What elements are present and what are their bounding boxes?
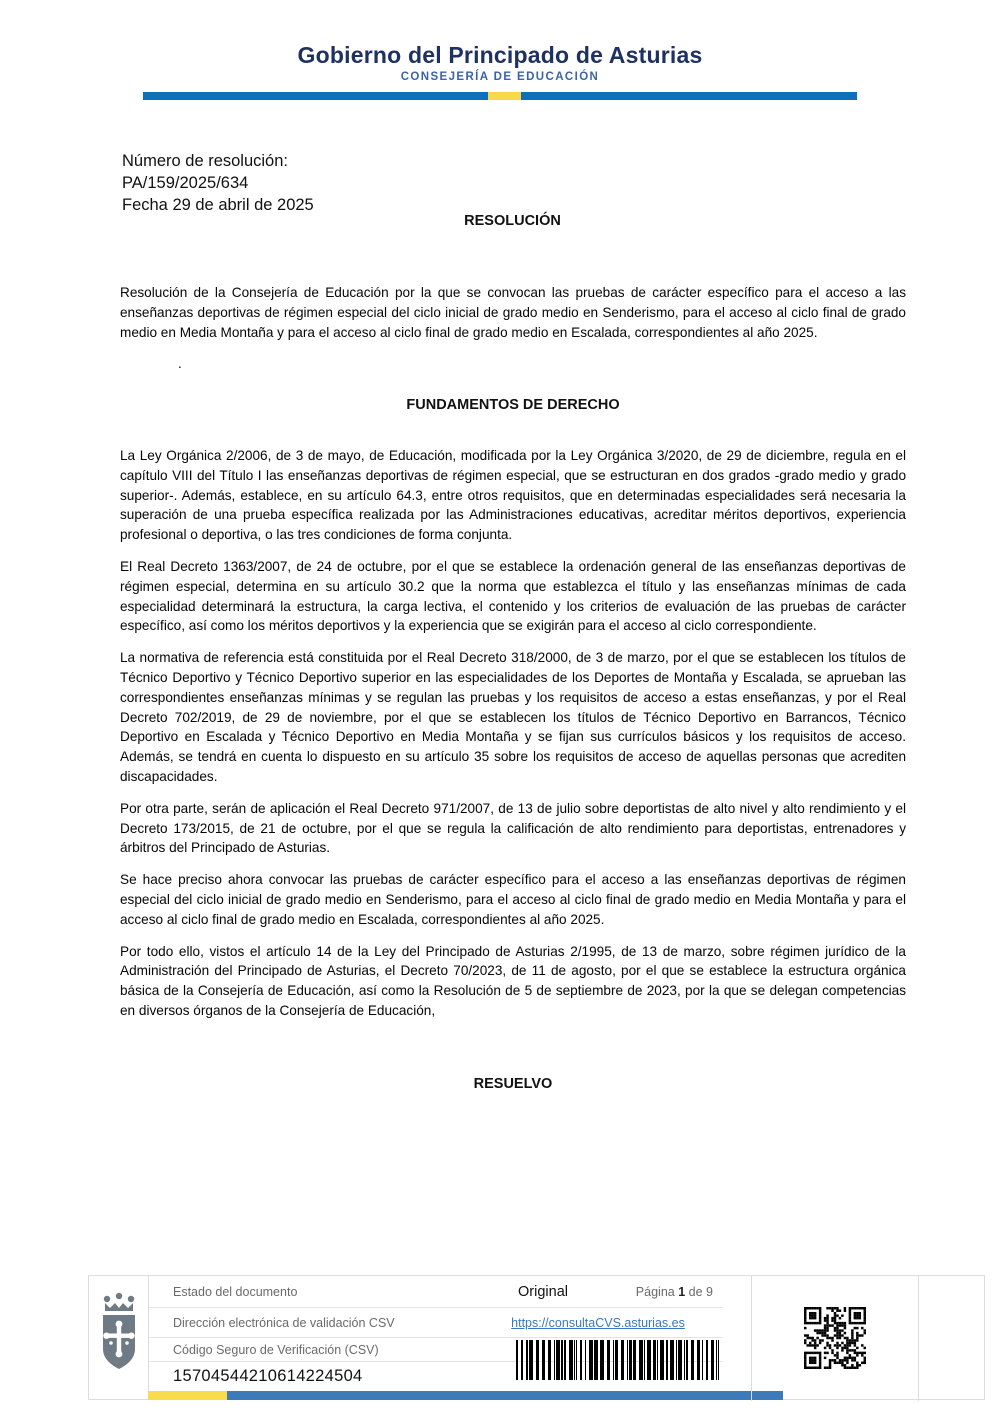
gov-title: Gobierno del Principado de Asturias <box>297 42 703 68</box>
asturias-crest-icon <box>97 1291 141 1377</box>
page-number: 1 <box>678 1284 686 1299</box>
csv-code-value: 15704544210614224504 <box>173 1367 363 1385</box>
stray-dot: . <box>178 356 182 372</box>
table-row <box>149 1362 723 1391</box>
gov-subtitle: CONSEJERÍA DE EDUCACIÓN <box>400 71 600 83</box>
body-paragraph: Por otra parte, serán de aplicación el Real Decreto 971/2007, de 13 de julio sobre deportistas de alto nivel y alto rendimiento y el Decreto 173/2015, de 21 de octubre, por el que se regula la calificación de alto rendimiento para deportistas, entrenadores y árbitros del Principado de Asturias. <box>120 800 906 856</box>
crest-cell <box>89 1276 149 1391</box>
resolution-meta <box>122 150 314 216</box>
csv-qr-code <box>804 1307 866 1369</box>
body-paragraph: El Real Decreto 1363/2007, de 24 de octubre, por el que se establece la ordenación general de las enseñanzas deportivas de régimen especial, determina en su artículo 30.2 que la norma que establezca el título y las enseñanzas mínimas de cada especialidad determinará la estructura, la carga lectiva, el contenido y los criterios de evaluación de las pruebas de carácter específico, así como los méritos deportivos y la experiencia que se exigirán para el acceso al ciclo correspondiente. <box>120 558 906 634</box>
document-header <box>0 0 1000 83</box>
resolution-number: PA/159/2025/634 <box>122 174 249 192</box>
table-row <box>149 1308 723 1338</box>
footer-accent-bar-yellow <box>148 1391 227 1400</box>
estado-value: Original <box>518 1283 568 1300</box>
table-row <box>149 1276 723 1308</box>
validation-footer <box>88 1275 985 1400</box>
body-paragraph: La Ley Orgánica 2/2006, de 3 de mayo, de Educación, modificada por la Ley Orgánica 3/2020, de 29 de diciembre, regula en el capítulo VIII del Título I las enseñanzas deportivas de régimen especial, que se estructuran en dos grados -grado medio y grado superior-. Además, establece, en su artículo 64.3, entre otros requisitos, que en determinadas especialidades será necesaria la superación de una prueba específica realizada por las Administraciones educativas, acreditar méritos deportivos, experiencia profesional o deportiva, o las tres condiciones de forma conjunta. <box>120 447 906 543</box>
qr-cell <box>751 1275 919 1401</box>
header-divider-bar <box>143 92 857 100</box>
page-indicator <box>603 1285 713 1299</box>
header-divider-bar-accent <box>488 92 521 100</box>
body-paragraph: La normativa de referencia está constituida por el Real Decreto 318/2000, de 3 de marzo, por el que se establecen los títulos de Técnico Deportivo y Técnico Deportivo superior en las especialidades de los Deportes de Montaña y Escalada, se aprueban las correspondientes enseñanzas mínimas y se regulan las pruebas y los requisitos de acceso a estas enseñanzas, y por el Real Decreto 702/2019, de 29 de noviembre, por el que se establecen los títulos de Técnico Deportivo en Barrancos, Técnico Deportivo en Escalada y Técnico Deportivo en Media Montaña y se fijan sus currículos básicos y los requisitos de acceso. Además, se tendrá en cuenta lo dispuesto en su artículo 35 sobre los requisitos de acceso de aquellas personas que acrediten discapacidades. <box>120 650 906 784</box>
footer-accent-bar <box>148 1391 783 1400</box>
csv-barcode <box>516 1340 721 1380</box>
estado-label: Estado del documento <box>173 1284 298 1299</box>
validation-table <box>149 1276 723 1391</box>
body-paragraph: Se hace preciso ahora convocar las pruebas de carácter específico para el acceso a las enseñanzas deportivas de régimen especial del ciclo inicial de grado medio en Senderismo, para el acceso al ciclo final de grado medio en Media Montaña y para el acceso al ciclo final de grado medio en Escalada, correspondientes al año 2025. <box>120 872 906 927</box>
page-prefix: Página <box>635 1284 675 1299</box>
page-suffix: de 9 <box>688 1284 713 1299</box>
heading-fundamentos: FUNDAMENTOS DE DERECHO <box>406 397 620 414</box>
resolution-date: Fecha 29 de abril de 2025 <box>122 196 314 214</box>
csv-validation-link[interactable]: https://consultaCVS.asturias.es <box>511 1315 685 1330</box>
resolution-number-label: Número de resolución: <box>122 152 288 170</box>
csv-url-label: Dirección electrónica de validación CSV <box>173 1315 395 1330</box>
heading-resolucion: RESOLUCIÓN <box>464 213 561 229</box>
document-body <box>120 283 906 1095</box>
heading-resuelvo: RESUELVO <box>473 1075 553 1092</box>
csv-code-label: Código Seguro de Verificación (CSV) <box>173 1342 379 1357</box>
intro-paragraph: Resolución de la Consejería de Educación por la que se convocan las pruebas de carácter específico para el acceso a las enseñanzas deportivas de régimen especial del ciclo inicial de grado medio en Senderismo, para el acceso al ciclo final de grado medio en Media Montaña y para el acceso al ciclo final de grado medio en Escalada, correspondientes al año 2025. <box>120 285 906 340</box>
body-paragraph: Por todo ello, vistos el artículo 14 de la Ley del Principado de Asturias 2/1995, de 13 de marzo, sobre régimen jurídico de la Administración del Principado de Asturias, el Decreto 70/2023, de 11 de agosto, por el que se establece la estructura orgánica básica de la Consejería de Educación, así como la Resolución de 5 de septiembre de 2023, por la que se delegan competencias en diversos órganos de la Consejería de Educación, <box>120 943 906 1018</box>
